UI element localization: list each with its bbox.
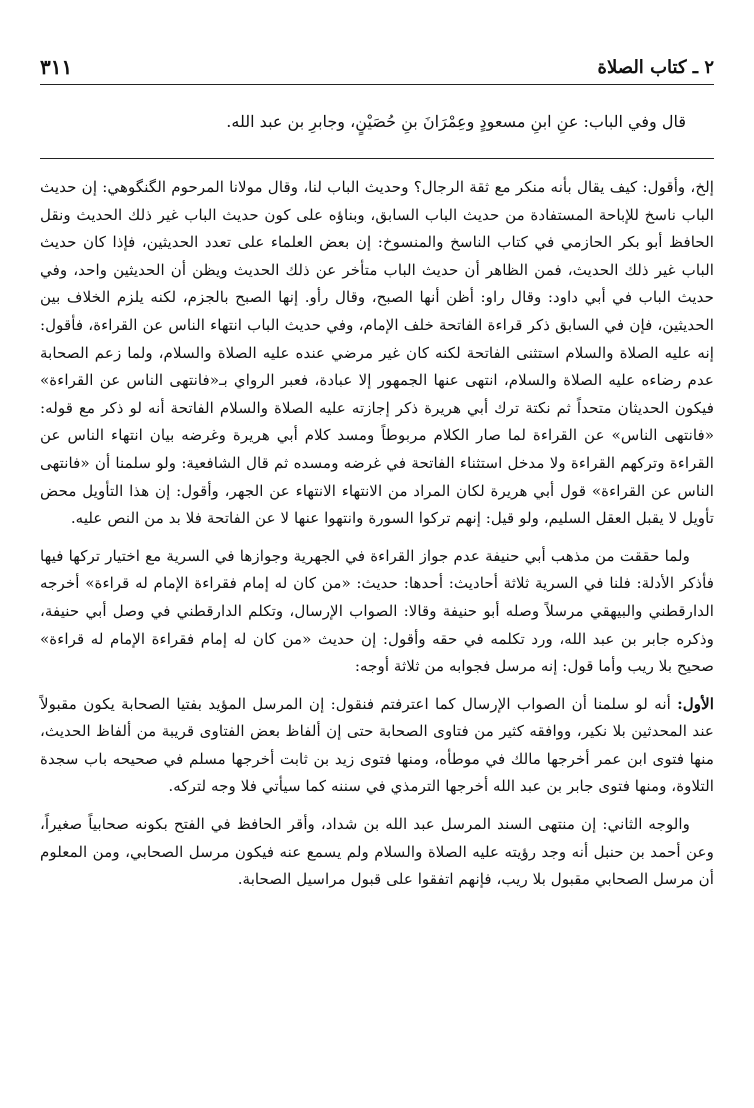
commentary-divider [40, 158, 714, 159]
paragraph [40, 543, 714, 681]
chapter-title: ٢ ـ كتاب الصلاة [597, 56, 714, 78]
running-header [40, 52, 714, 82]
paragraph-lead: الأول: [677, 694, 714, 713]
paragraph-text: والوجه الثاني: إن منتهى السند المرسل عبد الله بن شداد، وأقر الحافظ في الفتح بكونه صحابياً صغيراً، وعن أحمد بن حنبل أنه وجد رؤيته عليه الصلاة والسلام ولم يسمع عنه فيكون مرسل الصحابي، ومن المعلوم أن مرسل الصحابي مقبول بلا ريب، فإنهم اتفقوا على قبول مراسيل الصحابة. [40, 815, 714, 889]
page-number: ٣١١ [40, 55, 73, 79]
paragraph [40, 174, 714, 533]
hadith-text: قال وفي الباب: عنِ ابنِ مسعودٍ وعِمْرَانَ بنِ حُصَيْنٍ، وجابرِ بن عبد الله. [226, 112, 686, 131]
paragraph-text: ولما حققت من مذهب أبي حنيفة عدم جواز القراءة في الجهرية وجوازها في السرية مع اختيار تركها فيها فأذكر الأدلة: فلنا في السرية ثلاثة أحاديث: أحدها: حديث: «من كان له إمام فقراءة الإمام له قراءة» أخرجه الدارقطني والبيهقي مرسلاً وصله أبو حنيفة وقالا: الصواب الإرسال، وتكلم الدارقطني في وصل أبي حنيفة، وذكره جابر بن عبد الله، ورد تكلمه في حقه وأقول: إن حديث «من كان له إمام فقراءة الإمام له قراءة» صحيح بلا ريب وأما قول: إنه مرسل فجوابه من ثلاثة أوجه: [40, 546, 714, 676]
commentary-body [40, 174, 714, 904]
paragraph-text: إلخ، وأقول: كيف يقال بأنه منكر مع ثقة الرجال؟ وحديث الباب لنا، وقال مولانا المرحوم الگنگوهي: إن حديث الباب ناسخ للإباحة المستفادة من حديث الباب السابق، وبناؤه على كون حديث الباب غير ذلك الحديث ونقل الحافظ أبو بكر الحازمي في كتاب الناسخ والمنسوخ: إن بعض العلماء على تعدد الحديثين، فإذا كان حديث الباب غير ذلك الحديث، فمن الظاهر أن حديث الباب متأخر عن ذلك الحديث ويظن أن الحديثين واحد، وفي حديث الباب في أبي داود: وقال راو: أظن أنها الصبح، وقال رأو. إنها الصبح بالجزم، لكنه يلزم الخلاف بين الحديثين، فإن في السابق ذكر قراءة الفاتحة خلف الإمام، وفي حديث الباب انتهاء الناس عن القراءة، فأقول: إنه عليه الصلاة والسلام استثنى الفاتحة لكنه كان غير مرضي عنده عليه الصلاة والسلام، ولما زعم الصحابة عدم رضاءه عليه الصلاة والسلام، انتهى عنها الجمهور إلا عبادة، فعبر الرواي بـ«فانتهى الناس عن القراءة» فيكون الحديثان متحداً ثم نكتة ترك أبي هريرة ذكر إجازته عليه الصلاة والسلام الفاتحة أنه لو ذكر مع قوله: «فانتهى الناس» عن القراءة لما صار الكلام مربوطاً ومسد كلام أبي هريرة وغرضه بيان انتهاء الناس عن القراءة وتركهم القراءة ولا مدخل استثناء الفاتحة في غرضه ومسده ثم قال الشافعية: ولو سلمنا أن «فانتهى الناس عن القراءة» قول أبي هريرة لكان المراد من الانتهاء الانتهاء عن الجهر، وأقول: إن هذا التأويل محض تأويل لا يقبل العقل السليم، ولو قيل: إنهم تركوا السورة وانتهوا عنها لا عن الفاتحة فلا بد من النص عليه. [40, 178, 714, 528]
paragraph-text: أنه لو سلمنا أن الصواب الإرسال كما اعترفتم فنقول: إن المرسل المؤيد بفتيا الصحابة يكون مقبولاً عند المحدثين بلا نكير، ووافقه كثير من فتاوى الصحابة حتى إن ألفاظ بعض الفتاوى قريبة من ألفاظ الحديث، منها فتوى ابن عمر أخرجها مالك في موطأه، ومنها فتوى زيد بن ثابت أخرجها مسلم في صحيحه باب سجدة التلاوة، ومنها فتوى جابر بن عبد الله أخرجها الترمذي في سننه كما سيأتي فلا وجه لتركه. [40, 694, 714, 796]
paragraph [40, 811, 714, 894]
header-divider [40, 84, 714, 85]
paragraph [40, 691, 714, 801]
